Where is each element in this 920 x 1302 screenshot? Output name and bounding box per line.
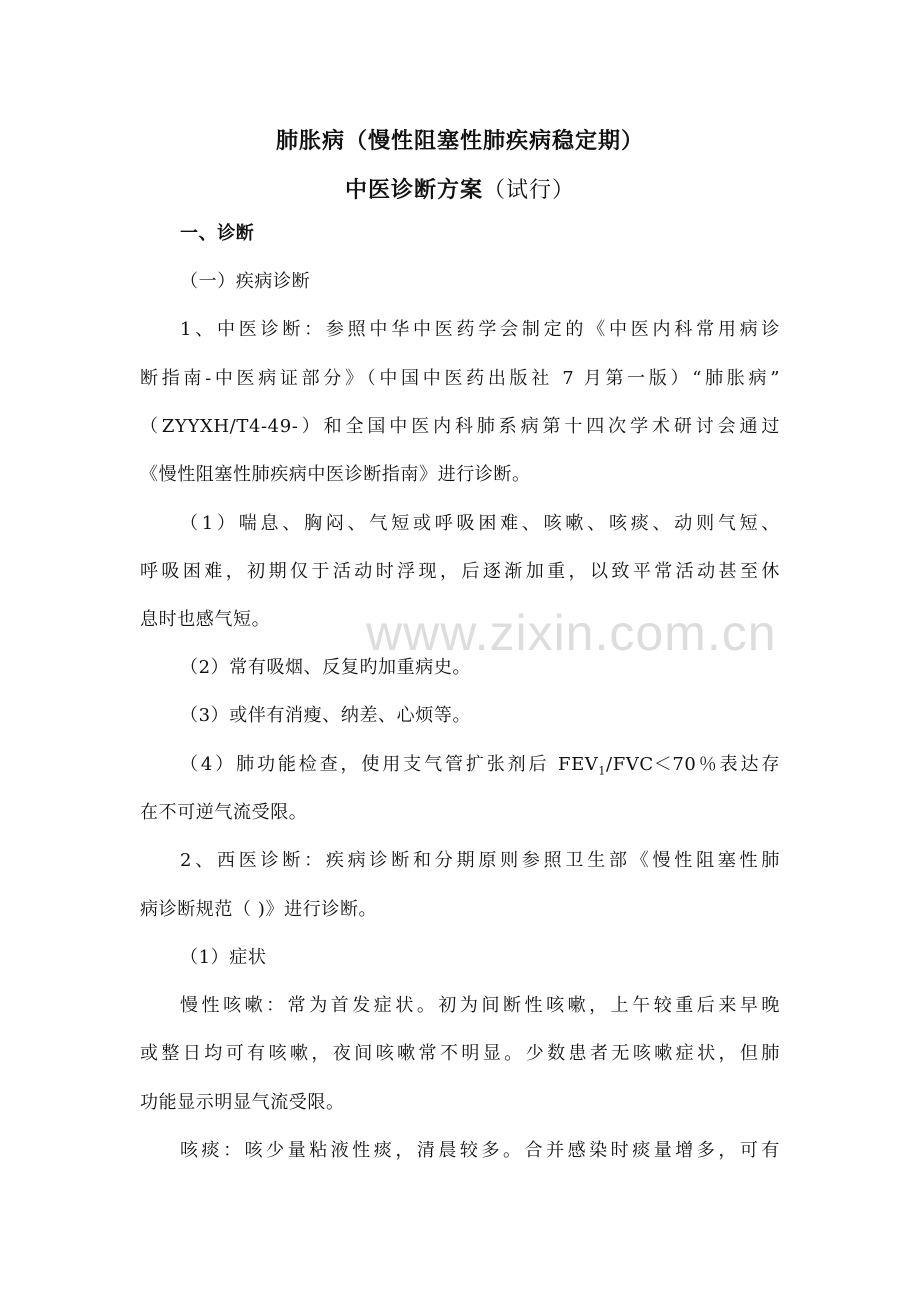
title-trial-note: （试行） bbox=[483, 178, 576, 203]
section-heading-diagnosis: 一、诊断 bbox=[180, 223, 255, 244]
item4-line1 bbox=[180, 753, 780, 777]
item4-text-pre: （4）肺功能检查，使用支气管扩张剂后 FEV bbox=[180, 754, 599, 775]
para1-line2: 断指南-中医病证部分》（中国中医药出版社 7 月第一版）“肺胀病” bbox=[140, 368, 780, 389]
para1-line4: 《慢性阻塞性肺疾病中医诊断指南》进行诊断。 bbox=[140, 464, 531, 485]
item1-line1: （1）喘息、胸闷、气短或呼吸困难、咳嗽、咳痰、动则气短、 bbox=[180, 513, 780, 534]
cough-line2: 或整日均可有咳嗽，夜间咳嗽常不明显。少数患者无咳嗽症状，但肺 bbox=[140, 1043, 780, 1064]
title-line-2: 中医诊断方案 bbox=[344, 178, 483, 203]
item2: （2）常有吸烟、反复旳加重病史。 bbox=[180, 657, 472, 678]
item1-line3: 息时也感气短。 bbox=[140, 609, 271, 630]
document-title bbox=[0, 124, 920, 155]
subsection-heading-disease-diagnosis: （一）疾病诊断 bbox=[180, 271, 311, 292]
item3: （3）或伴有消瘦、纳差、心烦等。 bbox=[180, 705, 472, 726]
para1-line3: （ZYYXH/T4-49-）和全国中医内科肺系病第十四次学术研讨会通过 bbox=[140, 416, 780, 437]
para2-line1: 2、西医诊断：疾病诊断和分期原则参照卫生部《慢性阻塞性肺 bbox=[180, 850, 780, 871]
item1-line2: 呼吸困难，初期仅于活动时浮现，后逐渐加重，以致平常活动甚至休 bbox=[140, 561, 780, 582]
document-subtitle bbox=[0, 173, 920, 204]
item4-subscript: 1 bbox=[598, 764, 607, 778]
sputum-line1: 咳痰：咳少量粘液性痰，清晨较多。合并感染时痰量增多，可有 bbox=[180, 1140, 780, 1161]
item4-text-post: /FVC＜70％表达存 bbox=[606, 754, 780, 775]
watermark: www.zixin.com.cn bbox=[366, 605, 777, 661]
cough-line3: 功能显示明显气流受限。 bbox=[140, 1092, 345, 1113]
title-line-1: 肺胀病（慢性阻塞性肺疾病稳定期） bbox=[275, 129, 644, 154]
para2-line2: 病诊断规范（ )》进行诊断。 bbox=[140, 899, 378, 920]
para1-line1: 1、中医诊断：参照中华中医药学会制定的《中医内科常用病诊 bbox=[180, 319, 780, 340]
cough-line1: 慢性咳嗽：常为首发症状。初为间断性咳嗽，上午较重后来早晚 bbox=[180, 995, 780, 1016]
item4-line2: 在不可逆气流受限。 bbox=[140, 802, 308, 823]
symptom-heading: （1）症状 bbox=[180, 947, 267, 968]
